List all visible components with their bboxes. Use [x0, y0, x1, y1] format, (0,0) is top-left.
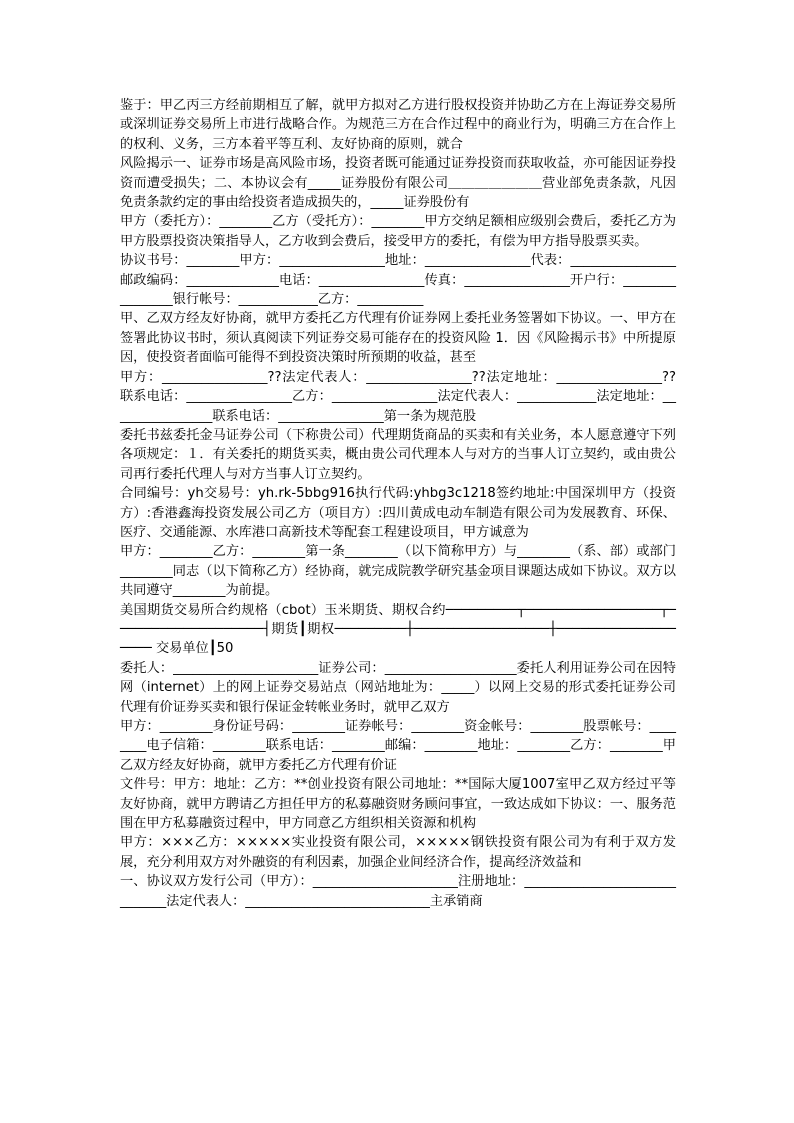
paragraph-agreement-header: 协议书号：________甲方：________________地址：________________代表：________________邮政编码：______________电话：________________传真：________________开户行：________________银行帐号：____________乙方：__________ [120, 253, 676, 308]
paragraph-parties: 甲方：________________??法定代表人：________________??法定地址：________________??联系电话：________________乙方：________________法定代表人：____________法定地址：________________联系电话：________________第一条为规范股 [120, 369, 676, 424]
paragraph-investment-cooperation: 甲方：×××乙方：×××××实业投资有限公司，×××××钢铁投资有限公司为有利于双方发展，充分利用双方对外融资的有利因素，加强企业间经济合作，提高经济效益和 [120, 835, 676, 870]
paragraph-risk-disclosure: 风险揭示一、证券市场是高风险市场，投资者既可能通过证券投资而获取收益，亦可能因证券投资而遭受损失；二、本协议会有_____证券股份有限公司＿＿＿＿＿＿＿营业部免责条款，凡因免责条款约定的事由给投资者造成损失的，_____证券股份有 [120, 156, 676, 211]
paragraph-stock-guidance: 甲方（委托方）：________乙方（受托方）：________甲方交纳足额相应级别会费后，委托乙方为甲方股票投资决策指导人，乙方收到会费后，接受甲方的委托，有偿为甲方指导股票买卖。 [120, 214, 676, 249]
paragraph-cbot-spec: 美国期货交易所合约规格（cbot）玉米期货、期权合约─────────┬─────────────────┬───────────────────┤期货┃期权─────────┼─────────────────┼─────────────────── 交易单位┃50 [120, 602, 676, 657]
paragraph-financial-advisor: 文件号：甲方：地址：乙方：**创业投资有限公司地址：**国际大厦1007室甲乙双方经过平等友好协商，就甲方聘请乙方担任甲方的私募融资财务顾问事宜，一致达成如下协议：一、服务范围在甲方私募融资过程中，甲方同意乙方组织相关资源和机构 [120, 777, 676, 832]
document-body [120, 96, 676, 911]
paragraph-account-info: 甲方：________身份证号码：________证券帐号：________资金帐号：________股票帐号：________电子信箱：________联系电话：________邮编：________地址：________乙方：________甲乙双方经友好协商，就甲方委托乙方代理有价证 [120, 719, 676, 773]
paragraph-contract-number: 合同编号：yh交易号：yh.rk-5bbg916执行代码:yhbg3c1218签约地址:中国深圳甲方（投资方）:香港鑫海投资发展公司乙方（项目方）:四川黄成电动车制造有限公司为发展教育、环保、医疗、交通能源、水库港口高新技术等配套工程建设项目，甲方诚意为 [120, 486, 676, 540]
paragraph-preamble: 鉴于：甲乙丙三方经前期相互了解，就甲方拟对乙方进行股权投资并协助乙方在上海证券交易所或深圳证券交易所上市进行战略合作。为规范三方在合作过程中的商业行为，明确三方在合作上的权利、义务，三方本着平等互利、友好协商的原则，就合 [120, 98, 676, 152]
paragraph-research-fund: 甲方：________乙方：________第一条________（以下简称甲方）与________（系、部）或部门________同志（以下简称乙方）经协商，就完成院教学研究基金项目课题达成如下协议。双方以共同遵守________为前提。 [120, 544, 676, 599]
paragraph-online-agency: 甲、乙双方经友好协商，就甲方委托乙方代理有价证券网上委托业务签署如下协议。一、甲方在签署此协议书时，须认真阅读下列证券交易可能存在的投资风险 1．因《风险揭示书》中所提原因，使投资者面临可能得不到投资决策时所预期的收益，甚至 [120, 311, 676, 366]
paragraph-online-trading: 委托人：______________________证券公司：____________________委托人利用证券公司在因特网（internet）上的网上证券交易站点（网站地址为：_____）以网上交易的形式委托证券公司代理有价证券买卖和银行保证金转帐业务时，就甲乙双方 [120, 660, 676, 715]
paragraph-issuer: 一、协议双方发行公司（甲方）：______________________注册地址：______________________________法定代表人：____________________________主承销商 [120, 874, 676, 909]
paragraph-futures-power-of-attorney: 委托书兹委托金马证券公司（下称贵公司）代理期货商品的买卖和有关业务，本人愿意遵守下列各项规定：１．有关委托的期货买卖，概由贵公司代理本人与对方的当事人订立契约，或由贵公司再行委托代理人与对方当事人订立契约。 [120, 427, 676, 482]
